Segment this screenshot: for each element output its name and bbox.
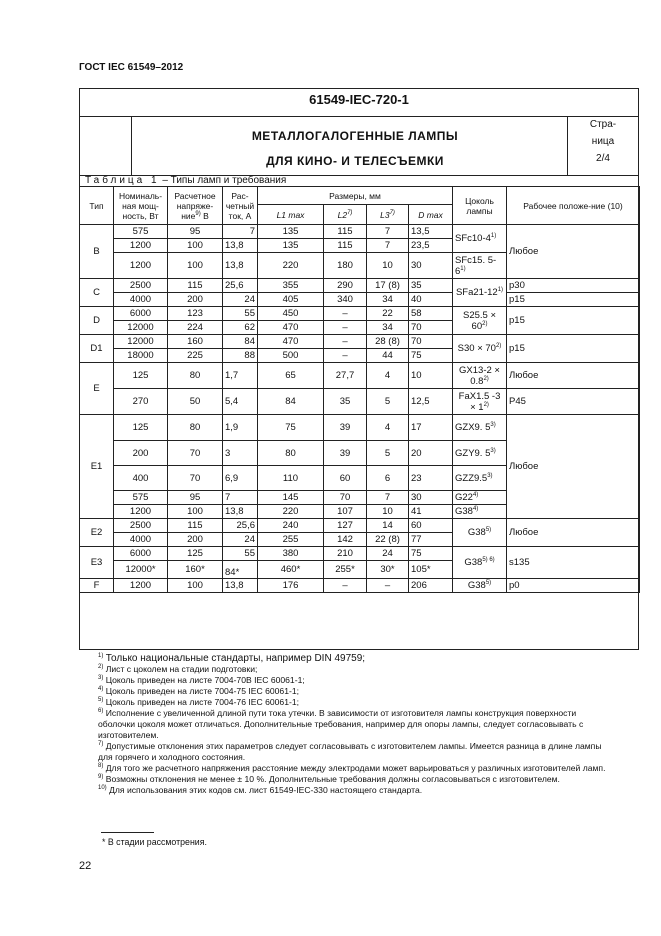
type-cell: F [80, 579, 114, 593]
cell-d: 77 [409, 533, 453, 547]
cell-current: 84* [223, 561, 258, 579]
cell-l1: 135 [258, 225, 324, 239]
cell-voltage: 80 [168, 363, 223, 389]
cell-l1: 135 [258, 239, 324, 253]
cell-l1: 470 [258, 321, 324, 335]
cell-d: 41 [409, 505, 453, 519]
cell-current: 7 [223, 491, 258, 505]
cell-l3: 4 [367, 415, 409, 441]
type-cell: E2 [80, 519, 114, 547]
cell-current: 55 [223, 547, 258, 561]
base-cell: G38$^{5)}$ [453, 579, 507, 593]
type-cell: E [80, 363, 114, 415]
footnote-divider [101, 832, 154, 833]
cell-d: 75 [409, 349, 453, 363]
cell-current: 1,7 [223, 363, 258, 389]
base-cell: GZZ9.5$^{3)}$ [453, 466, 507, 491]
note-item: $^{6)}$ Исполнение с увеличенной длиной пути тока утечки. В зависимости от изготовителя лампы конструкция поверхности оболочки цоколя может отличаться. Дополнительные требования, например для опоры лампы, следует согласовывать с изготовителем. [98, 708, 584, 740]
position-cell: Любое [507, 519, 640, 547]
cell-voltage: 50 [168, 389, 223, 415]
cell-power: 200 [114, 441, 168, 466]
cell-l2: 107 [324, 505, 367, 519]
cell-d: 35 [409, 279, 453, 293]
base-cell: G38$^{5)}$ [453, 519, 507, 547]
table-caption [85, 175, 286, 186]
position-cell: p30 [507, 279, 640, 293]
sheet-title-line2: ДЛЯ КИНО- И ТЕЛЕСЪЕМКИ [266, 154, 444, 168]
page-number: 22 [79, 860, 92, 872]
cell-current: 55 [223, 307, 258, 321]
cell-current: 7 [223, 225, 258, 239]
base-cell: $S25.5 \times 60^{2)}$ [453, 307, 507, 335]
cell-voltage: 80 [168, 415, 223, 441]
base-cell: G22$^{4)}$ [453, 491, 507, 505]
cell-l2: 340 [324, 293, 367, 307]
cell-d: 23,5 [409, 239, 453, 253]
col-type: Тип [80, 187, 114, 225]
base-cell: SFa21-12$^{1)}$ [453, 279, 507, 307]
col-current: Рас-четный ток, А [223, 187, 258, 225]
base-cell: $GX13-2 \times 0.8^{2)}$ [453, 363, 507, 389]
cell-d: 206 [409, 579, 453, 593]
cell-power: 6000 [114, 307, 168, 321]
cell-l3: 28 (8) [367, 335, 409, 349]
cell-d: 10 [409, 363, 453, 389]
cell-d: 105* [409, 561, 453, 579]
cell-voltage: 95 [168, 225, 223, 239]
cell-l2: – [324, 349, 367, 363]
cell-l3: 5 [367, 389, 409, 415]
cell-l1: 355 [258, 279, 324, 293]
cell-l1: 220 [258, 505, 324, 519]
cell-l2: 60 [324, 466, 367, 491]
cell-power: 400 [114, 466, 168, 491]
type-cell: E1 [80, 415, 114, 519]
cell-l2: 27,7 [324, 363, 367, 389]
caption-text: – Типы ламп и требования [159, 175, 287, 186]
cell-l3: 5 [367, 441, 409, 466]
type-cell: B [80, 225, 114, 279]
cell-current: 25,6 [223, 279, 258, 293]
cell-l3: 22 (8) [367, 533, 409, 547]
base-cell: $S30 \times 70^{2)}$ [453, 335, 507, 363]
cell-current: 84 [223, 335, 258, 349]
cell-l3: 10 [367, 505, 409, 519]
cell-l2: 70 [324, 491, 367, 505]
type-cell: E3 [80, 547, 114, 579]
table-row [80, 389, 640, 415]
cell-l2: 142 [324, 533, 367, 547]
note-item: $^{8)}$ Для того же расчетного напряжения расстояние между электродами может варьироваться у различных изготовителей ламп. [98, 763, 606, 773]
page-indicator [567, 116, 639, 167]
cell-current: 13,8 [223, 505, 258, 519]
cell-d: 30 [409, 253, 453, 279]
base-cell: FaX1.5 $-3 \times 1^{2)}$ [453, 389, 507, 415]
cell-l1: 500 [258, 349, 324, 363]
table-row [80, 547, 640, 561]
cell-current: 88 [223, 349, 258, 363]
col-dims: Размеры, мм [258, 187, 453, 205]
sheet-title [210, 124, 500, 174]
cell-l1: 84 [258, 389, 324, 415]
cell-l2: 180 [324, 253, 367, 279]
col-d: D max [409, 205, 453, 225]
cell-l2: 39 [324, 441, 367, 466]
cell-l3: 44 [367, 349, 409, 363]
type-cell: D [80, 307, 114, 335]
cell-current: 5,4 [223, 389, 258, 415]
cell-power: 125 [114, 415, 168, 441]
cell-power: 2500 [114, 279, 168, 293]
cell-voltage: 200 [168, 293, 223, 307]
table-row [80, 225, 640, 239]
cell-d: 23 [409, 466, 453, 491]
col-power: Номиналь-ная мощ-ность, Вт [114, 187, 168, 225]
cell-l2: 210 [324, 547, 367, 561]
base-cell: SFc15. 5-6$^{1)}$ [453, 253, 507, 279]
cell-power: 2500 [114, 519, 168, 533]
cell-l2: 127 [324, 519, 367, 533]
note-item: $^{4)}$ Цоколь приведен на листе 7004-75 IEC 60061-1; [98, 686, 300, 696]
cell-power: 12000* [114, 561, 168, 579]
cell-l2: 35 [324, 389, 367, 415]
cell-power: 12000 [114, 321, 168, 335]
cell-l3: 7 [367, 491, 409, 505]
cell-voltage: 115 [168, 519, 223, 533]
cell-power: 575 [114, 225, 168, 239]
cell-voltage: 70 [168, 441, 223, 466]
cell-l1: 220 [258, 253, 324, 279]
footnote: * В стадии рассмотрения. [102, 837, 207, 847]
cell-power: 1200 [114, 239, 168, 253]
cell-current: 6,9 [223, 466, 258, 491]
cell-d: 75 [409, 547, 453, 561]
cell-power: 4000 [114, 533, 168, 547]
cell-l1: 80 [258, 441, 324, 466]
cell-d: 70 [409, 335, 453, 349]
cell-l3: 14 [367, 519, 409, 533]
page-label2: ница [591, 136, 615, 147]
position-cell: p0 [507, 579, 640, 593]
cell-l3: 17 (8) [367, 279, 409, 293]
note-item: $^{5)}$ Цоколь приведен на листе 7004-76 IEC 60061-1; [98, 697, 300, 707]
cell-current: 13,8 [223, 253, 258, 279]
cell-l1: 240 [258, 519, 324, 533]
position-cell: Любое [507, 225, 640, 279]
cell-power: 125 [114, 363, 168, 389]
cell-voltage: 200 [168, 533, 223, 547]
cell-l3: 34 [367, 321, 409, 335]
cell-power: 18000 [114, 349, 168, 363]
cell-current: 3 [223, 441, 258, 466]
position-cell: P45 [507, 389, 640, 415]
position-cell: Любое [507, 415, 640, 519]
cell-l3: 6 [367, 466, 409, 491]
lamp-table [79, 186, 640, 593]
cell-l2: – [324, 307, 367, 321]
cell-l1: 75 [258, 415, 324, 441]
cell-l2: – [324, 335, 367, 349]
cell-power: 270 [114, 389, 168, 415]
note-item: $^{2)}$ Лист с цоколем на стадии подготовки; [98, 664, 258, 674]
cell-voltage: 123 [168, 307, 223, 321]
cell-d: 13,5 [409, 225, 453, 239]
cell-d: 17 [409, 415, 453, 441]
base-cell: $G38^{5) 6)}$ [453, 547, 507, 579]
cell-l3: 4 [367, 363, 409, 389]
cell-l2: – [324, 579, 367, 593]
cell-d: 12,5 [409, 389, 453, 415]
cell-voltage: 100 [168, 505, 223, 519]
table-row [80, 293, 640, 307]
cell-power: 4000 [114, 293, 168, 307]
cell-current: 1,9 [223, 415, 258, 441]
cell-l2: 290 [324, 279, 367, 293]
cell-voltage: 70 [168, 466, 223, 491]
cell-power: 575 [114, 491, 168, 505]
table-row [80, 363, 640, 389]
cell-l2: 39 [324, 415, 367, 441]
base-cell: G38$^{4)}$ [453, 505, 507, 519]
cell-l1: 460* [258, 561, 324, 579]
page-value: 2/4 [596, 153, 610, 164]
cell-d: 58 [409, 307, 453, 321]
cell-d: 30 [409, 491, 453, 505]
note-item: $^{3)}$ Цоколь приведен на листе 7004-70В IEC 60061-1; [98, 675, 305, 685]
cell-l3: 30* [367, 561, 409, 579]
caption-prefix: Таблица 1 [85, 175, 160, 186]
position-cell: p15 [507, 293, 640, 307]
page-label1: Стра- [589, 119, 617, 130]
cell-power: 1200 [114, 579, 168, 593]
cell-l1: 255 [258, 533, 324, 547]
base-cell: SFc10-4$^{1)}$ [453, 225, 507, 253]
cell-current: 62 [223, 321, 258, 335]
cell-voltage: 125 [168, 547, 223, 561]
cell-voltage: 95 [168, 491, 223, 505]
note-item: $^{7)}$ Допустимые отклонения этих параметров следует согласовывать с изготовителем лампы. Имеется разница в длине лампы для горячего и холодного состояния. [98, 741, 602, 762]
position-cell: p15 [507, 307, 640, 335]
cell-l3: 34 [367, 293, 409, 307]
position-cell: Любое [507, 363, 640, 389]
cell-voltage: 100 [168, 253, 223, 279]
base-cell: GZY9. 5$^{3)}$ [453, 441, 507, 466]
table-row [80, 579, 640, 593]
cell-power: 1200 [114, 505, 168, 519]
cell-power: 1200 [114, 253, 168, 279]
cell-voltage: 160 [168, 335, 223, 349]
cell-l1: 145 [258, 491, 324, 505]
cell-l1: 405 [258, 293, 324, 307]
col-l1: L1 max [258, 205, 324, 225]
cell-d: 20 [409, 441, 453, 466]
cell-current: 25,6 [223, 519, 258, 533]
cell-voltage: 225 [168, 349, 223, 363]
cell-l1: 470 [258, 335, 324, 349]
cell-l3: 24 [367, 547, 409, 561]
table-row [80, 415, 640, 441]
note-item: $^{10)}$ Для использования этих кодов см. лист 61549-IEC-330 настоящего стандарта. [98, 785, 423, 795]
cell-voltage: 115 [168, 279, 223, 293]
col-l2: L2$^{7)}$ [324, 205, 367, 225]
cell-current: 13,8 [223, 239, 258, 253]
cell-current: 24 [223, 293, 258, 307]
position-cell: p15 [507, 335, 640, 363]
cell-l3: 7 [367, 239, 409, 253]
note-item: $^{9)}$ Возможны отклонения не менее ± 10 %. Дополнительные требования должны согласовываться с изготовителем. [98, 774, 560, 784]
cell-l1: 110 [258, 466, 324, 491]
col-position: Рабочее положе-ние (10) [507, 187, 640, 225]
type-cell: C [80, 279, 114, 307]
cell-power: 12000 [114, 335, 168, 349]
cell-l1: 450 [258, 307, 324, 321]
document-header: ГОСТ IEC 61549–2012 [79, 62, 184, 73]
sheet-code: 61549-IEC-720-1 [309, 92, 409, 107]
cell-l2: 115 [324, 239, 367, 253]
cell-l3: 7 [367, 225, 409, 239]
cell-d: 70 [409, 321, 453, 335]
sheet-title-line1: МЕТАЛЛОГАЛОГЕННЫЕ ЛАМПЫ [251, 129, 459, 143]
type-cell: D1 [80, 335, 114, 363]
table-row [80, 279, 640, 293]
cell-l1: 380 [258, 547, 324, 561]
cell-l1: 65 [258, 363, 324, 389]
note-item: $^{1)}$ Только национальные стандарты, например DIN 49759; [98, 653, 366, 664]
cell-l2: 115 [324, 225, 367, 239]
cell-current: 13,8 [223, 579, 258, 593]
col-voltage: Расчетное напряже-ние$^{9)}$ В [168, 187, 223, 225]
position-cell: s135 [507, 547, 640, 579]
cell-l1: 176 [258, 579, 324, 593]
cell-current: 24 [223, 533, 258, 547]
table-row [80, 307, 640, 321]
table-row [80, 335, 640, 349]
col-l3: L3$^{7)}$ [367, 205, 409, 225]
cell-voltage: 100 [168, 239, 223, 253]
notes-block [98, 653, 608, 796]
cell-voltage: 224 [168, 321, 223, 335]
cell-l2: – [324, 321, 367, 335]
cell-l3: 10 [367, 253, 409, 279]
cell-l3: 22 [367, 307, 409, 321]
cell-d: 40 [409, 293, 453, 307]
cell-l3: – [367, 579, 409, 593]
cell-voltage: 160* [168, 561, 223, 579]
base-cell: GZX9. 5$^{3)}$ [453, 415, 507, 441]
cell-l2: 255* [324, 561, 367, 579]
cell-d: 60 [409, 519, 453, 533]
cell-power: 6000 [114, 547, 168, 561]
table-row [80, 519, 640, 533]
col-base: Цоколь лампы [453, 187, 507, 225]
cell-voltage: 100 [168, 579, 223, 593]
